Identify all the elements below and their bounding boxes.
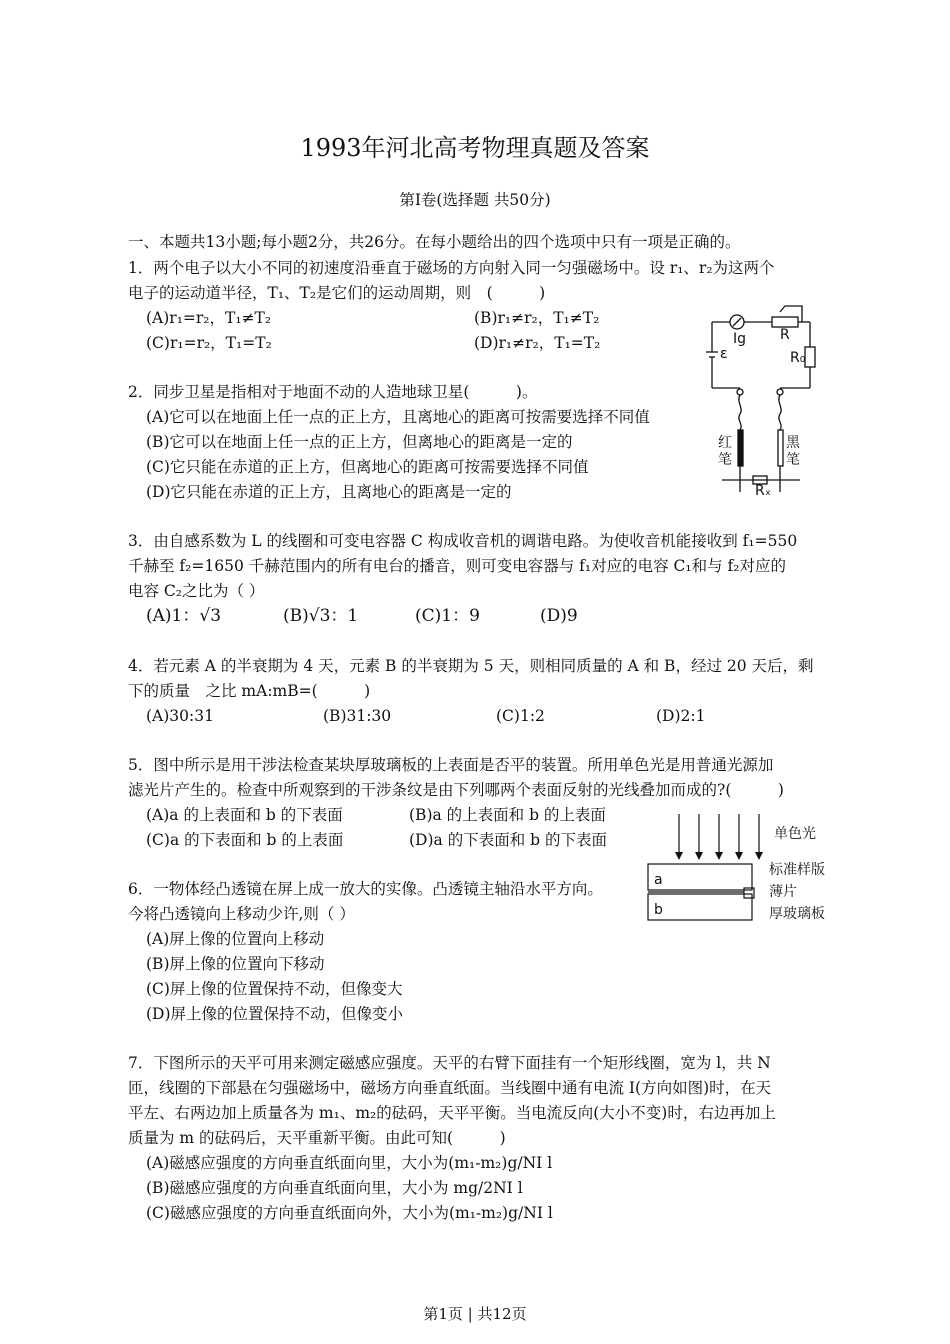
q7-stem-line3: 平左、右两边加上质量各为 m₁、m₂的砝码，天平平衡。当电流反向(大小不变)时，右边再加上 [128, 1104, 776, 1122]
thin-sheet-label: 薄片 [769, 884, 797, 900]
q5-option-c: (C)a 的下表面和 b 的上表面 [146, 831, 344, 849]
q7-option-a: (A)磁感应强度的方向垂直纸面向里，大小为(m₁-m₂)g/NI l [146, 1154, 553, 1172]
q3-stem-line1: 3．由自感系数为 L 的线圈和可变电容器 C 构成收音机的调谐电路。为使收音机能接收到 f₁=550 [128, 532, 798, 550]
q7-option-b: (B)磁感应强度的方向垂直纸面向里，大小为 mg/2NI l [146, 1179, 523, 1197]
red-probe-label-1: 红 [718, 435, 732, 451]
section-subtitle: 第Ⅰ卷(选择题 共50分) [399, 191, 551, 209]
q2-option-b: (B)它可以在地面上任一点的正上方，但离地心的距离是一定的 [146, 433, 573, 451]
plate-b-label: b [654, 902, 663, 918]
black-probe-label-1: 黑 [786, 435, 800, 451]
q2-option-d: (D)它只能在赤道的正上方，且离地心的距离是一定的 [146, 483, 512, 501]
ohmmeter-circuit-figure [700, 302, 825, 500]
q4-stem-line2: 下的质量 之比 mA:mB=( ) [128, 682, 371, 700]
q3-option-d: (D)9 [540, 606, 578, 626]
q2-option-c: (C)它只能在赤道的正上方，但离地心的距离可按需要选择不同值 [146, 458, 589, 476]
q6-option-b: (B)屏上像的位置向下移动 [146, 955, 325, 973]
interference-setup-figure [644, 808, 839, 924]
q5-option-a: (A)a 的上表面和 b 的下表面 [146, 806, 343, 824]
q4-option-d: (D)2:1 [656, 707, 706, 725]
q1-option-a: (A)r₁=r₂，T₁≠T₂ [146, 309, 272, 327]
r-label: R [780, 327, 790, 343]
black-probe-label-2: 笔 [786, 452, 800, 468]
q7-stem-line2: 匝，线圈的下部悬在匀强磁场中，磁场方向垂直纸面。当线圈中通有电流 I(方向如图)时，在天 [128, 1079, 772, 1097]
q2-option-a: (A)它可以在地面上任一点的正上方，且离地心的距离可按需要选择不同值 [146, 408, 650, 426]
q6-stem-line1: 6．一物体经凸透镜在屏上成一放大的实像。凸透镜主轴沿水平方向。 [128, 880, 603, 898]
q5-stem-line1: 5．图中所示是用干涉法检查某块厚玻璃板的上表面是否平的装置。所用单色光是用普通光源加 [128, 756, 774, 774]
light-label: 单色光 [774, 826, 816, 842]
page-title: 1993年河北高考物理真题及答案 [300, 134, 650, 162]
section-intro: 一、本题共13小题;每小题2分，共26分。在每小题给出的四个选项中只有一项是正确的。 [128, 233, 741, 251]
q1-option-b: (B)r₁≠r₂，T₁≠T₂ [474, 309, 600, 327]
plate-a-label: a [654, 872, 663, 888]
q6-stem-line2: 今将凸透镜向上移动少许,则（ ） [128, 905, 355, 923]
q6-option-c: (C)屏上像的位置保持不动，但像变大 [146, 980, 403, 998]
q1-stem-line1: 1．两个电子以大小不同的初速度沿垂直于磁场的方向射入同一匀强磁场中。设 r₁、r₂为这两个 [128, 259, 775, 277]
sample-plate-label: 标准样版 [769, 862, 825, 878]
q3-option-a: (A)1：√3 [146, 606, 222, 626]
q3-option-b: (B)√3：1 [283, 606, 359, 626]
q5-option-b: (B)a 的上表面和 b 的上表面 [409, 806, 606, 824]
q1-option-c: (C)r₁=r₂，T₁=T₂ [146, 334, 272, 352]
rx-label: Rₓ [755, 483, 771, 499]
q4-option-b: (B)31:30 [323, 707, 392, 725]
q4-stem-line1: 4．若元素 A 的半衰期为 4 天，元素 B 的半衰期为 5 天，则相同质量的 A 和 B，经过 20 天后，剩 [128, 657, 814, 675]
emf-label: ε [720, 346, 728, 362]
q3-option-c: (C)1：9 [415, 606, 480, 626]
q5-stem-line2: 滤光片产生的。检查中所观察到的干涉条纹是由下列哪两个表面反射的光线叠加而成的?( ) [128, 781, 784, 799]
q1-stem-line2: 电子的运动道半径，T₁、T₂是它们的运动周期，则 ( ) [128, 284, 546, 302]
red-probe-label-2: 笔 [718, 452, 732, 468]
r0-label: R₀ [790, 350, 806, 366]
q7-stem-line1: 7．下图所示的天平可用来测定磁感应强度。天平的右臂下面挂有一个矩形线圈，宽为 l，共 N [128, 1054, 771, 1072]
ig-label: Ig [733, 331, 747, 347]
q6-option-a: (A)屏上像的位置向上移动 [146, 930, 325, 948]
thick-glass-label: 厚玻璃板 [769, 906, 825, 922]
q6-option-d: (D)屏上像的位置保持不动，但像变小 [146, 1005, 404, 1023]
page-footer: 第1页 | 共12页 [423, 1305, 527, 1323]
q5-option-d: (D)a 的下表面和 b 的下表面 [409, 831, 607, 849]
q3-stem-line3: 电容 C₂之比为（ ） [128, 582, 265, 600]
q1-option-d: (D)r₁≠r₂，T₁=T₂ [474, 334, 601, 352]
q7-option-c: (C)磁感应强度的方向垂直纸面向外，大小为(m₁-m₂)g/NI l [146, 1204, 553, 1222]
q4-option-a: (A)30:31 [146, 707, 214, 725]
q4-option-c: (C)1:2 [496, 707, 545, 725]
q2-stem: 2．同步卫星是指相对于地面不动的人造地球卫星( )。 [128, 383, 538, 401]
q7-stem-line4: 质量为 m 的砝码后，天平重新平衡。由此可知( ) [128, 1129, 506, 1147]
q3-stem-line2: 千赫至 f₂=1650 千赫范围内的所有电台的播音，则可变电容器与 f₁对应的电容 C₁和与 f₂对应的 [128, 557, 786, 575]
